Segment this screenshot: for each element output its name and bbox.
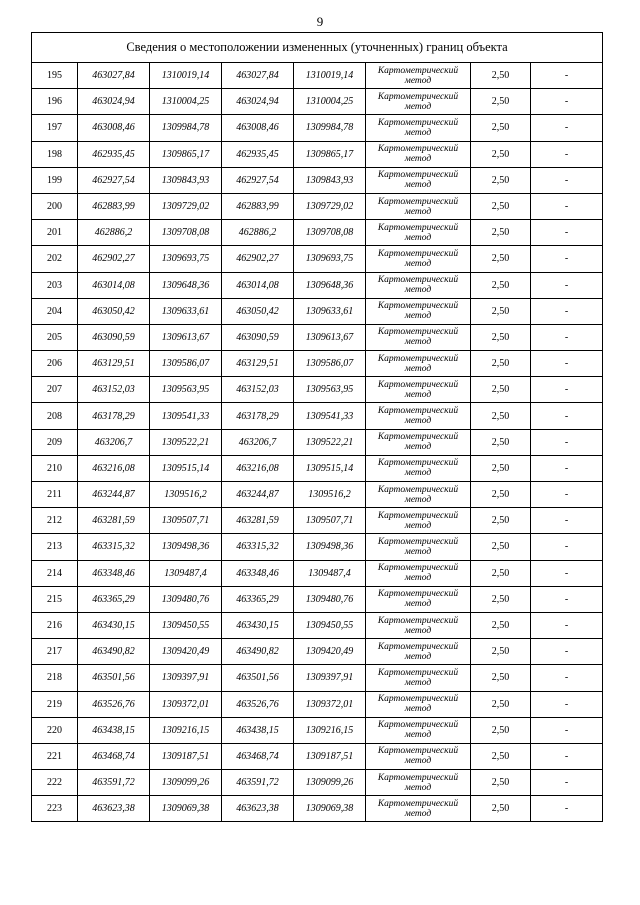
table-title: Сведения о местоположении измененных (уточненных) границ объекта [32, 33, 603, 63]
point-number-cell: 196 [32, 89, 78, 115]
method-cell: Картометрический метод [366, 298, 471, 324]
method-cell: Картометрический метод [366, 639, 471, 665]
updated-x-cell: 463008,46 [222, 115, 294, 141]
existing-x-cell: 463216,08 [78, 455, 150, 481]
accuracy-cell: 2,50 [471, 455, 531, 481]
accuracy-cell: 2,50 [471, 115, 531, 141]
method-cell: Картометрический метод [366, 272, 471, 298]
method-cell: Картометрический метод [366, 770, 471, 796]
point-number-cell: 213 [32, 534, 78, 560]
existing-x-cell: 463206,7 [78, 429, 150, 455]
accuracy-cell: 2,50 [471, 586, 531, 612]
existing-y-cell: 1309541,33 [150, 403, 222, 429]
table-row [32, 796, 603, 822]
point-number-cell: 201 [32, 220, 78, 246]
existing-x-cell: 463281,59 [78, 508, 150, 534]
updated-y-cell: 1309069,38 [294, 796, 366, 822]
point-number-cell: 205 [32, 324, 78, 350]
accuracy-cell: 2,50 [471, 89, 531, 115]
accuracy-cell: 2,50 [471, 141, 531, 167]
updated-y-cell: 1309099,26 [294, 770, 366, 796]
accuracy-cell: 2,50 [471, 272, 531, 298]
point-number-cell: 216 [32, 612, 78, 638]
existing-y-cell: 1309507,71 [150, 508, 222, 534]
existing-y-cell: 1309515,14 [150, 455, 222, 481]
table-row [32, 560, 603, 586]
method-cell: Картометрический метод [366, 246, 471, 272]
point-number-cell: 223 [32, 796, 78, 822]
existing-x-cell: 463490,82 [78, 639, 150, 665]
accuracy-cell: 2,50 [471, 665, 531, 691]
point-number-cell: 222 [32, 770, 78, 796]
existing-x-cell: 463152,03 [78, 377, 150, 403]
existing-x-cell: 463430,15 [78, 612, 150, 638]
method-cell: Картометрический метод [366, 665, 471, 691]
note-cell: - [531, 508, 603, 534]
updated-x-cell: 462927,54 [222, 167, 294, 193]
existing-y-cell: 1309487,4 [150, 560, 222, 586]
point-number-cell: 212 [32, 508, 78, 534]
method-cell: Картометрический метод [366, 403, 471, 429]
updated-x-cell: 463526,76 [222, 691, 294, 717]
updated-y-cell: 1309633,61 [294, 298, 366, 324]
table-row [32, 429, 603, 455]
accuracy-cell: 2,50 [471, 691, 531, 717]
existing-y-cell: 1309633,61 [150, 298, 222, 324]
existing-y-cell: 1309708,08 [150, 220, 222, 246]
updated-y-cell: 1310004,25 [294, 89, 366, 115]
updated-x-cell: 463623,38 [222, 796, 294, 822]
accuracy-cell: 2,50 [471, 351, 531, 377]
note-cell: - [531, 89, 603, 115]
updated-y-cell: 1309708,08 [294, 220, 366, 246]
existing-x-cell: 463008,46 [78, 115, 150, 141]
accuracy-cell: 2,50 [471, 63, 531, 89]
table-row [32, 167, 603, 193]
table-title-row [32, 33, 603, 63]
accuracy-cell: 2,50 [471, 796, 531, 822]
table-row [32, 403, 603, 429]
accuracy-cell: 2,50 [471, 508, 531, 534]
method-cell: Картометрический метод [366, 63, 471, 89]
existing-y-cell: 1309397,91 [150, 665, 222, 691]
existing-y-cell: 1310019,14 [150, 63, 222, 89]
point-number-cell: 199 [32, 167, 78, 193]
existing-y-cell: 1309450,55 [150, 612, 222, 638]
existing-x-cell: 463468,74 [78, 743, 150, 769]
updated-y-cell: 1309648,36 [294, 272, 366, 298]
accuracy-cell: 2,50 [471, 246, 531, 272]
updated-x-cell: 463024,94 [222, 89, 294, 115]
note-cell: - [531, 377, 603, 403]
existing-x-cell: 463244,87 [78, 482, 150, 508]
updated-y-cell: 1309541,33 [294, 403, 366, 429]
existing-x-cell: 463526,76 [78, 691, 150, 717]
existing-y-cell: 1309843,93 [150, 167, 222, 193]
table-row [32, 482, 603, 508]
note-cell: - [531, 63, 603, 89]
existing-x-cell: 463623,38 [78, 796, 150, 822]
point-number-cell: 198 [32, 141, 78, 167]
updated-y-cell: 1309613,67 [294, 324, 366, 350]
updated-y-cell: 1309563,95 [294, 377, 366, 403]
note-cell: - [531, 351, 603, 377]
existing-x-cell: 463027,84 [78, 63, 150, 89]
table-row [32, 455, 603, 481]
updated-x-cell: 463152,03 [222, 377, 294, 403]
existing-y-cell: 1309563,95 [150, 377, 222, 403]
existing-x-cell: 463014,08 [78, 272, 150, 298]
existing-x-cell: 462886,2 [78, 220, 150, 246]
existing-y-cell: 1309729,02 [150, 193, 222, 219]
method-cell: Картометрический метод [366, 220, 471, 246]
method-cell: Картометрический метод [366, 89, 471, 115]
updated-x-cell: 463281,59 [222, 508, 294, 534]
table-row [32, 508, 603, 534]
point-number-cell: 211 [32, 482, 78, 508]
existing-y-cell: 1309984,78 [150, 115, 222, 141]
point-number-cell: 221 [32, 743, 78, 769]
accuracy-cell: 2,50 [471, 167, 531, 193]
note-cell: - [531, 534, 603, 560]
existing-x-cell: 462902,27 [78, 246, 150, 272]
existing-x-cell: 462927,54 [78, 167, 150, 193]
updated-y-cell: 1309420,49 [294, 639, 366, 665]
note-cell: - [531, 193, 603, 219]
accuracy-cell: 2,50 [471, 717, 531, 743]
table-row [32, 141, 603, 167]
existing-y-cell: 1309516,2 [150, 482, 222, 508]
existing-x-cell: 463348,46 [78, 560, 150, 586]
updated-x-cell: 463129,51 [222, 351, 294, 377]
method-cell: Картометрический метод [366, 796, 471, 822]
updated-x-cell: 463430,15 [222, 612, 294, 638]
note-cell: - [531, 665, 603, 691]
existing-y-cell: 1309693,75 [150, 246, 222, 272]
existing-x-cell: 463438,15 [78, 717, 150, 743]
accuracy-cell: 2,50 [471, 220, 531, 246]
method-cell: Картометрический метод [366, 534, 471, 560]
updated-x-cell: 463468,74 [222, 743, 294, 769]
existing-y-cell: 1309420,49 [150, 639, 222, 665]
existing-y-cell: 1309586,07 [150, 351, 222, 377]
updated-y-cell: 1309216,15 [294, 717, 366, 743]
table-row [32, 89, 603, 115]
point-number-cell: 197 [32, 115, 78, 141]
accuracy-cell: 2,50 [471, 639, 531, 665]
method-cell: Картометрический метод [366, 193, 471, 219]
note-cell: - [531, 612, 603, 638]
existing-y-cell: 1310004,25 [150, 89, 222, 115]
accuracy-cell: 2,50 [471, 377, 531, 403]
existing-x-cell: 462883,99 [78, 193, 150, 219]
updated-y-cell: 1310019,14 [294, 63, 366, 89]
accuracy-cell: 2,50 [471, 612, 531, 638]
table-row [32, 193, 603, 219]
existing-y-cell: 1309648,36 [150, 272, 222, 298]
accuracy-cell: 2,50 [471, 429, 531, 455]
note-cell: - [531, 324, 603, 350]
existing-y-cell: 1309522,21 [150, 429, 222, 455]
updated-y-cell: 1309984,78 [294, 115, 366, 141]
updated-x-cell: 463244,87 [222, 482, 294, 508]
existing-x-cell: 463591,72 [78, 770, 150, 796]
note-cell: - [531, 429, 603, 455]
existing-x-cell: 463129,51 [78, 351, 150, 377]
existing-x-cell: 463090,59 [78, 324, 150, 350]
existing-x-cell: 462935,45 [78, 141, 150, 167]
point-number-cell: 195 [32, 63, 78, 89]
updated-y-cell: 1309187,51 [294, 743, 366, 769]
note-cell: - [531, 482, 603, 508]
existing-x-cell: 463365,29 [78, 586, 150, 612]
note-cell: - [531, 403, 603, 429]
updated-x-cell: 463501,56 [222, 665, 294, 691]
method-cell: Картометрический метод [366, 482, 471, 508]
accuracy-cell: 2,50 [471, 403, 531, 429]
updated-y-cell: 1309522,21 [294, 429, 366, 455]
updated-x-cell: 462935,45 [222, 141, 294, 167]
method-cell: Картометрический метод [366, 612, 471, 638]
point-number-cell: 206 [32, 351, 78, 377]
note-cell: - [531, 639, 603, 665]
updated-x-cell: 463027,84 [222, 63, 294, 89]
updated-x-cell: 462886,2 [222, 220, 294, 246]
updated-y-cell: 1309480,76 [294, 586, 366, 612]
updated-x-cell: 463090,59 [222, 324, 294, 350]
updated-x-cell: 463591,72 [222, 770, 294, 796]
existing-x-cell: 463024,94 [78, 89, 150, 115]
point-number-cell: 207 [32, 377, 78, 403]
note-cell: - [531, 770, 603, 796]
note-cell: - [531, 298, 603, 324]
note-cell: - [531, 455, 603, 481]
updated-x-cell: 463490,82 [222, 639, 294, 665]
table-row [32, 351, 603, 377]
note-cell: - [531, 272, 603, 298]
table-row [32, 665, 603, 691]
method-cell: Картометрический метод [366, 586, 471, 612]
existing-y-cell: 1309216,15 [150, 717, 222, 743]
point-number-cell: 215 [32, 586, 78, 612]
method-cell: Картометрический метод [366, 324, 471, 350]
existing-x-cell: 463315,32 [78, 534, 150, 560]
existing-x-cell: 463501,56 [78, 665, 150, 691]
existing-y-cell: 1309498,36 [150, 534, 222, 560]
updated-y-cell: 1309516,2 [294, 482, 366, 508]
existing-y-cell: 1309480,76 [150, 586, 222, 612]
accuracy-cell: 2,50 [471, 534, 531, 560]
method-cell: Картометрический метод [366, 455, 471, 481]
point-number-cell: 218 [32, 665, 78, 691]
updated-x-cell: 463348,46 [222, 560, 294, 586]
note-cell: - [531, 586, 603, 612]
table-row [32, 298, 603, 324]
method-cell: Картометрический метод [366, 351, 471, 377]
table-row [32, 691, 603, 717]
updated-x-cell: 462902,27 [222, 246, 294, 272]
updated-y-cell: 1309865,17 [294, 141, 366, 167]
point-number-cell: 219 [32, 691, 78, 717]
accuracy-cell: 2,50 [471, 560, 531, 586]
method-cell: Картометрический метод [366, 115, 471, 141]
updated-y-cell: 1309450,55 [294, 612, 366, 638]
method-cell: Картометрический метод [366, 508, 471, 534]
method-cell: Картометрический метод [366, 717, 471, 743]
method-cell: Картометрический метод [366, 377, 471, 403]
table-row [32, 586, 603, 612]
method-cell: Картометрический метод [366, 743, 471, 769]
existing-y-cell: 1309069,38 [150, 796, 222, 822]
existing-y-cell: 1309613,67 [150, 324, 222, 350]
updated-x-cell: 463050,42 [222, 298, 294, 324]
point-number-cell: 203 [32, 272, 78, 298]
method-cell: Картометрический метод [366, 429, 471, 455]
note-cell: - [531, 220, 603, 246]
table-row [32, 220, 603, 246]
updated-x-cell: 463206,7 [222, 429, 294, 455]
updated-y-cell: 1309498,36 [294, 534, 366, 560]
boundary-coordinates-table [31, 32, 603, 822]
method-cell: Картометрический метод [366, 560, 471, 586]
note-cell: - [531, 743, 603, 769]
table-row [32, 272, 603, 298]
point-number-cell: 209 [32, 429, 78, 455]
updated-y-cell: 1309729,02 [294, 193, 366, 219]
updated-x-cell: 463315,32 [222, 534, 294, 560]
table-row [32, 770, 603, 796]
table-row [32, 743, 603, 769]
table-row [32, 534, 603, 560]
updated-x-cell: 463365,29 [222, 586, 294, 612]
accuracy-cell: 2,50 [471, 298, 531, 324]
updated-y-cell: 1309487,4 [294, 560, 366, 586]
point-number-cell: 220 [32, 717, 78, 743]
updated-y-cell: 1309515,14 [294, 455, 366, 481]
updated-x-cell: 463216,08 [222, 455, 294, 481]
updated-x-cell: 462883,99 [222, 193, 294, 219]
existing-x-cell: 463178,29 [78, 403, 150, 429]
table-row [32, 612, 603, 638]
accuracy-cell: 2,50 [471, 324, 531, 350]
note-cell: - [531, 796, 603, 822]
note-cell: - [531, 115, 603, 141]
point-number-cell: 204 [32, 298, 78, 324]
note-cell: - [531, 717, 603, 743]
method-cell: Картометрический метод [366, 691, 471, 717]
point-number-cell: 214 [32, 560, 78, 586]
method-cell: Картометрический метод [366, 141, 471, 167]
note-cell: - [531, 560, 603, 586]
method-cell: Картометрический метод [366, 167, 471, 193]
updated-y-cell: 1309586,07 [294, 351, 366, 377]
table-row [32, 324, 603, 350]
existing-x-cell: 463050,42 [78, 298, 150, 324]
point-number-cell: 202 [32, 246, 78, 272]
updated-x-cell: 463438,15 [222, 717, 294, 743]
note-cell: - [531, 691, 603, 717]
updated-y-cell: 1309372,01 [294, 691, 366, 717]
updated-x-cell: 463178,29 [222, 403, 294, 429]
updated-x-cell: 463014,08 [222, 272, 294, 298]
accuracy-cell: 2,50 [471, 482, 531, 508]
accuracy-cell: 2,50 [471, 193, 531, 219]
table-row [32, 717, 603, 743]
note-cell: - [531, 246, 603, 272]
point-number-cell: 217 [32, 639, 78, 665]
table-row [32, 115, 603, 141]
point-number-cell: 210 [32, 455, 78, 481]
note-cell: - [531, 167, 603, 193]
table-row [32, 246, 603, 272]
table-row [32, 377, 603, 403]
updated-y-cell: 1309843,93 [294, 167, 366, 193]
updated-y-cell: 1309693,75 [294, 246, 366, 272]
table-row [32, 639, 603, 665]
note-cell: - [531, 141, 603, 167]
point-number-cell: 200 [32, 193, 78, 219]
existing-y-cell: 1309099,26 [150, 770, 222, 796]
accuracy-cell: 2,50 [471, 770, 531, 796]
updated-y-cell: 1309397,91 [294, 665, 366, 691]
page-number: 9 [316, 14, 324, 29]
existing-y-cell: 1309372,01 [150, 691, 222, 717]
table-row [32, 63, 603, 89]
existing-y-cell: 1309865,17 [150, 141, 222, 167]
accuracy-cell: 2,50 [471, 743, 531, 769]
updated-y-cell: 1309507,71 [294, 508, 366, 534]
existing-y-cell: 1309187,51 [150, 743, 222, 769]
point-number-cell: 208 [32, 403, 78, 429]
